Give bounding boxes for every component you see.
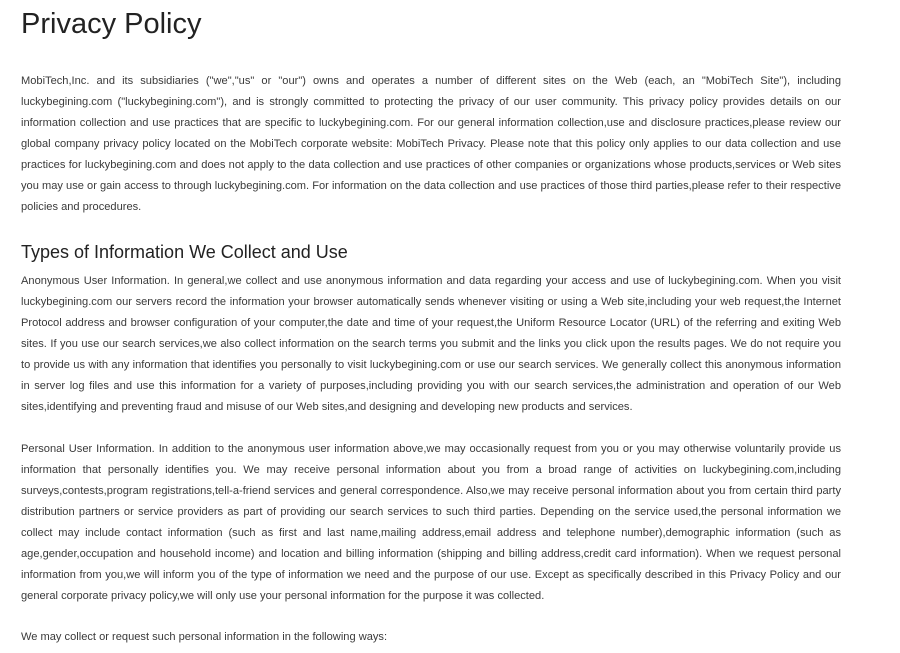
intro-paragraph: MobiTech,Inc. and its subsidiaries ("we","us" or "our") owns and operates a number of different sites on the Web (each, an "MobiTech Site"), including luckybegining.com ("luckybegining.com"), and is strongly committed to protecting the privacy of our user community. This privacy policy provides details on our information collection and use practices that are specific to luckybegining.com. For our general information collection,use and disclosure practices,please review our global company privacy policy located on the MobiTech corporate website: MobiTech Privacy. Please note that this policy only applies to our data collection and use practices for luckybegining.com and does not apply to the data collection and use practices of other companies or organizations whose products,services or Web sites you may use or gain access to through luckybegining.com. For information on the data collection and use practices of those third parties,please refer to their respective policies and procedures.	[21, 75, 841, 213]
page-title: Privacy Policy	[21, 8, 202, 40]
personal-info-paragraph: Personal User Information. In addition to the anonymous user information above,we may occasionally request from you or you may otherwise voluntarily provide us information that personally identifies you. We may receive personal information about you from a broad range of activities on luckybegining.com,including surveys,contests,program registrations,tell-a-friend services and general correspondence. Also,we may receive personal information about you from certain third party distribution partners or service providers as part of providing our search services to such third parties. Depending on the service used,the personal information we collect may include contact information (such as first and last name,mailing address,email address and telephone number),demographic information (such as age,gender,occupation and household income) and location and billing information (shipping and billing address,credit card information). When we request personal information from you,we will inform you of the type of information we need and the purpose of our use. Except as specifically described in this Privacy Policy and our general corporate privacy policy,we will only use your personal information for the purpose it was collected.	[21, 443, 841, 602]
section-heading: Types of Information We Collect and Use	[21, 242, 348, 262]
anonymous-info-paragraph: Anonymous User Information. In general,we collect and use anonymous information and data regarding your access and use of luckybegining.com. When you visit luckybegining.com our servers record the information your browser automatically sends whenever visiting or using a Web site,including your web request,the Internet Protocol address and browser configuration of your computer,the date and time of your request,the Uniform Resource Locator (URL) of the referring and exiting Web sites. If you use our search services,we also collect information on the search terms you submit and the links you click upon the results pages. We do not require you to provide us with any information that identifies you personally to visit luckybegining.com or use our search services. We generally collect this anonymous information in server log files and use this information for a variety of purposes,including providing you with our search services,the administration and operation of our Web sites,identifying and preventing fraud and misuse of our Web sites,and designing and developing new products and services.	[21, 275, 841, 413]
collect-ways-paragraph: We may collect or request such personal information in the following ways:	[21, 631, 388, 643]
